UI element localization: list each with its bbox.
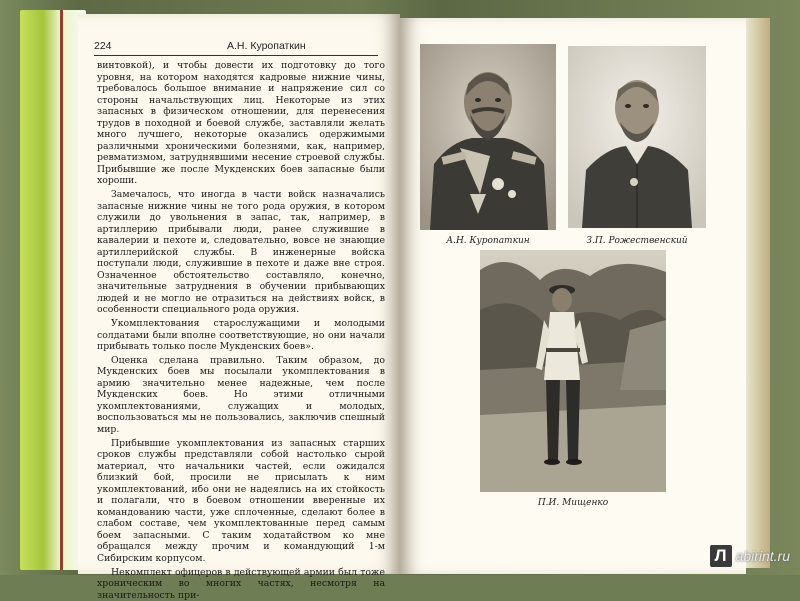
paragraph: Некомплект офицеров в действующей армии был тоже хроническим во многих частях, несмотря на значительность при- — [97, 566, 385, 601]
portrait-uniform-beard-icon — [420, 44, 556, 230]
paragraph: Укомплектования старослужащими и молодыми солдатами были вполне соответствующие, но они начали прибывать только после Мукденских боев». — [97, 318, 385, 353]
running-head-title: А.Н. Куропаткин — [227, 40, 306, 52]
portrait-kuropatkin — [420, 44, 556, 230]
header-rule — [94, 55, 378, 56]
bookmark-ribbon — [60, 10, 63, 570]
paragraph: Прибывшие укомплектования из запасных старших сроков службы представляли собой настолько сырой материал, что начальники частей, если ожидался близкий бой, просили не присылать к ним укомплектований, ибо они не надеялись на их стойкость и полагали, что в боевом отношении вверенные их командованию части, уже сплоченные, сделают более в слабом составе, чем укомплектованные перед самым боем запасными. С таким ходатайством ко мне обращался между прочим и командующий 1-м Сибирским корпусом. — [97, 437, 385, 564]
watermark — [710, 545, 790, 567]
full-length-standing-officer-icon — [480, 250, 666, 492]
paragraph: винтовкой), и чтобы довести их подготовку до того уровня, на котором находятся кадровые нижние чины, требовалось большое внимание и напряжение сил со стороны начальствующих лиц. Некоторые из этих запасных в физическом отношении, для перенесения трудов в походной и боевой службе, заставляли желать много лучшего, некоторые оказались одержимыми различными хроническими болезнями, как, например, ревматизмом, затруднявшими несение строевой службы. Прибывшие же после Мукденских боев запасные были хороши. — [97, 60, 385, 187]
page-number: 224 — [94, 40, 112, 52]
paragraph: Оценка сделана правильно. Таким образом, до Мукденских боев мы посылали укомплектования в армию значительно менее надежные, чем после Мукденских боев. Но этими отличными укомплектованиями, служащих и молодых, воспользоваться мы не пользовались, заключив спешный мир. — [97, 354, 385, 435]
photo-caption: П.И. Мищенко — [537, 498, 609, 508]
labirint-logo-icon: Л — [710, 545, 732, 567]
left-page — [78, 14, 400, 601]
right-page — [400, 18, 746, 574]
photo-caption: А.Н. Куропаткин — [446, 236, 530, 246]
running-header — [94, 40, 378, 54]
paragraph: Замечалось, что иногда в части войск назначались запасные нижние чины не того рода оружия, в котором служили до увольнения в запас, так, например, в артиллерию прибывали люди, ранее служившие в кавалерии и пехоте и, следовательно, вовсе не знающие артиллерийской службы. В инженерные войска поступали люди, служившие в пехоте и даже вне строя. Означенное обстоятельство составляло, конечно, значительные затруднения в обучении прибывающих людей и не могло не отразиться на действиях войск, в особенности специального рода оружия. — [97, 189, 385, 316]
portrait-naval-uniform-icon — [568, 46, 706, 228]
portrait-mishchenko — [480, 250, 666, 492]
watermark-site: abirint.ru — [735, 548, 790, 564]
book-left-edge — [20, 10, 86, 570]
body-text — [97, 60, 385, 601]
portrait-rozhestvensky — [568, 46, 706, 228]
photo-caption: З.П. Рожественский — [586, 236, 688, 246]
